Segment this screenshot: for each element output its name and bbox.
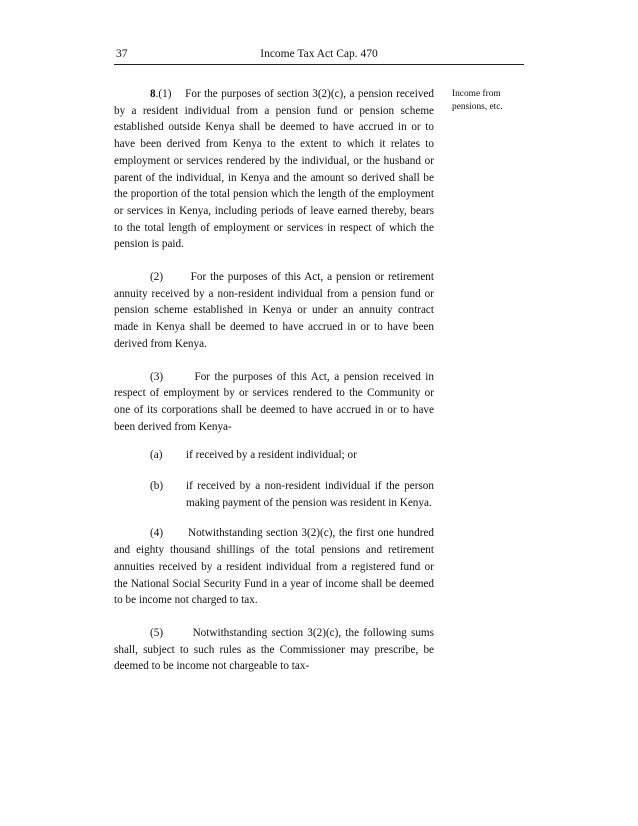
body-text	[114, 86, 434, 691]
list-item-a	[114, 447, 434, 464]
subsection-5-label: (5)	[150, 626, 164, 639]
subsection-3-label: (3)	[150, 370, 164, 383]
section-number: 8	[150, 88, 156, 100]
subsection-5	[114, 625, 434, 675]
running-title: Income Tax Act Cap. 470	[260, 48, 378, 60]
subsection-4-text: Notwithstanding section 3(2)(c), the first one hundred and eighty thousand shillings of the total pensions and retirement annuities received by a resident individual from a registered fund or the National Social Security Fund in a year of income shall be deemed to be income not charged to tax.	[114, 527, 435, 607]
list-item-a-label: (a)	[150, 449, 163, 462]
page-number: 37	[116, 48, 128, 60]
subsection-4	[114, 525, 434, 609]
list-item-a-text: if received by a resident individual; or	[186, 449, 357, 462]
subsection-1-label: .(1)	[155, 88, 172, 100]
subsection-4-label: (4)	[150, 527, 164, 540]
subsection-5-text: Notwithstanding section 3(2)(c), the following sums shall, subject to such rules as the Commissioner may prescribe, be deemed to be income not chargeable to tax-	[114, 626, 434, 673]
subsection-1-text: For the purposes of section 3(2)(c), a pension received by a resident individual from a pension fund or pension scheme established outside Kenya shall be deemed to have accrued in or to have been derived from Kenya to the extent to which it relates to employment or services rendered by the individual, or the husband or parent of the individual, in Kenya and the amount so derived shall be the proportion of the total pension which the length of the employment or services in Kenya, including periods of leave earned thereby, bears to the total length of employment or services in respect of which the pension is paid.	[114, 88, 434, 251]
subsection-3	[114, 369, 434, 436]
list-item-b	[114, 478, 434, 511]
list-item-b-text: if received by a non-resident individual if the person making payment of the pension was resident in Kenya.	[186, 480, 434, 509]
subsection-1	[114, 86, 434, 253]
list-item-b-label: (b)	[150, 480, 164, 493]
subsection-2	[114, 269, 434, 353]
subsection-3-text: For the purposes of this Act, a pension received in respect of employment by or services rendered to the Community or one of its corporations shall be deemed to have accrued in or to have been derived from Kenya-	[114, 370, 435, 433]
page-header	[114, 46, 524, 65]
subsection-2-text: For the purposes of this Act, a pension or retirement annuity received by a non-resident individual from a pension fund or pension scheme established in Kenya or under an annuity contract made in Kenya shall be deemed to have accrued in or to have been derived from Kenya.	[114, 271, 434, 350]
margin-note: Income from pensions, etc.	[452, 89, 503, 112]
subsection-2-label: (2)	[150, 271, 164, 284]
